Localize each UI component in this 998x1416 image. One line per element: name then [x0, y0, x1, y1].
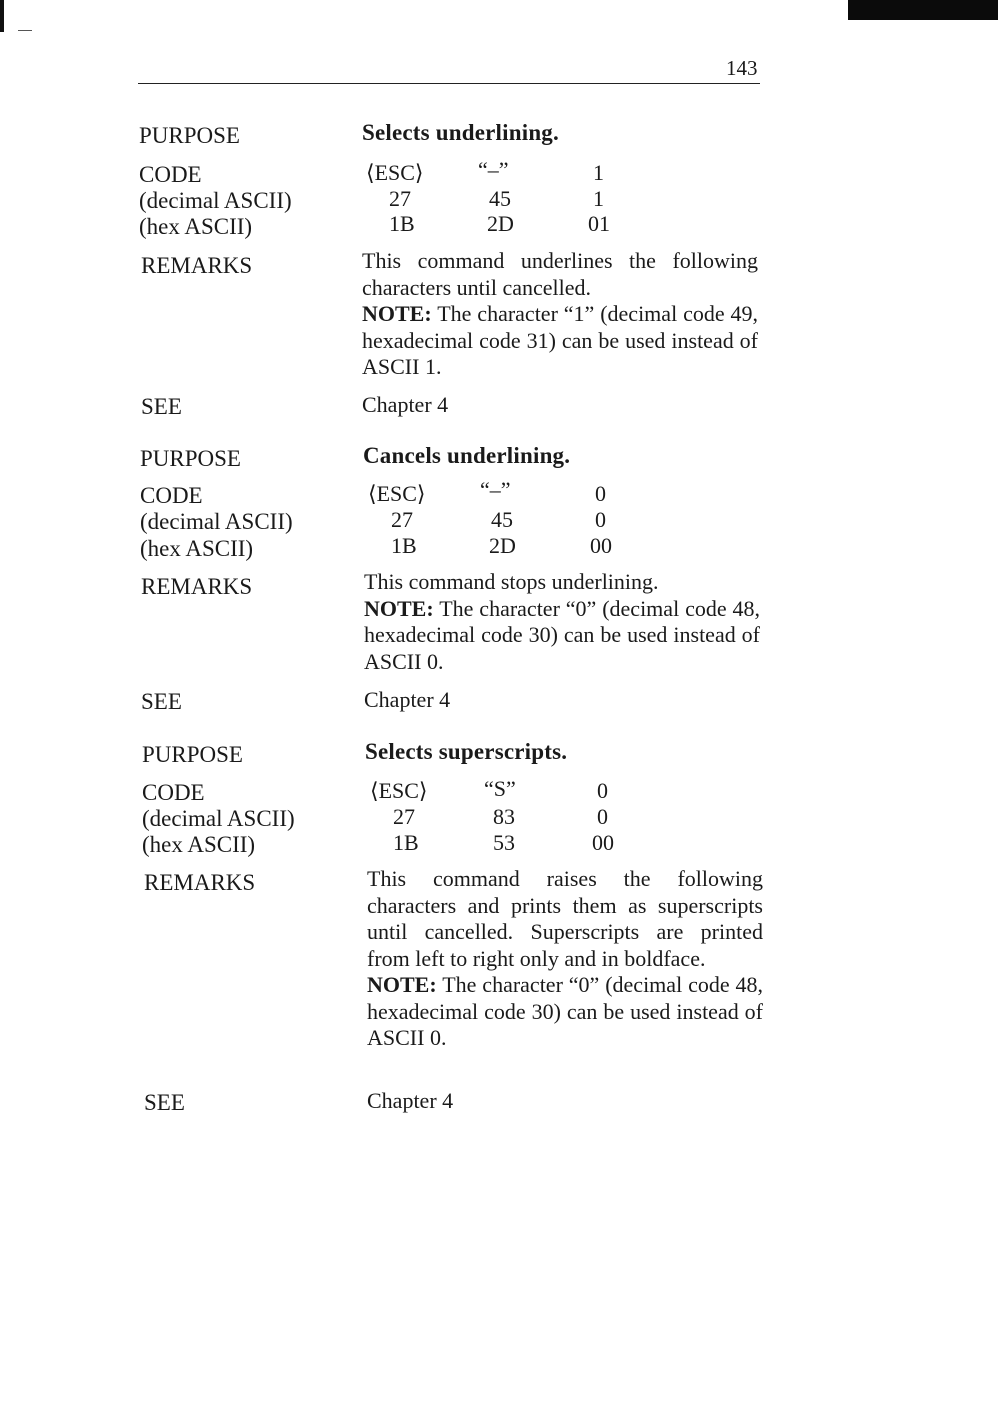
remarks-body: This command stops underlining.	[364, 569, 659, 594]
hex-esc: 1B	[391, 533, 417, 558]
note-body: The character “0” (decimal code 48, hexadecimal code 30) can be used instead of ASCII 0.	[364, 595, 761, 674]
purpose-title: Selects underlining.	[362, 120, 559, 145]
note-label: NOTE:	[367, 972, 437, 997]
hex-label: (hex ASCII)	[139, 214, 253, 239]
decimal-char: 45	[491, 507, 513, 532]
code-label: CODE	[139, 162, 202, 187]
decimal-param: 0	[595, 507, 606, 532]
code-label: CODE	[142, 780, 205, 805]
see-reference: Chapter 4	[362, 392, 449, 417]
hex-esc: 1B	[389, 211, 415, 236]
purpose-label: PURPOSE	[139, 123, 240, 148]
remarks-label: REMARKS	[141, 574, 253, 599]
note-paragraph	[364, 596, 760, 676]
remarks-label: REMARKS	[141, 253, 253, 278]
hex-char: 53	[493, 830, 515, 855]
remarks-text	[362, 248, 758, 381]
code-esc: ⟨ESC⟩	[368, 481, 426, 506]
remarks-text	[364, 569, 760, 675]
decimal-label: (decimal ASCII)	[140, 509, 293, 534]
hex-param: 00	[592, 830, 614, 855]
note-label: NOTE:	[362, 301, 432, 326]
decimal-param: 0	[597, 804, 608, 829]
hex-param: 00	[590, 533, 612, 558]
hex-label: (hex ASCII)	[142, 832, 256, 857]
purpose-label: PURPOSE	[140, 446, 241, 471]
see-label: SEE	[144, 1090, 185, 1115]
page-number: 143	[726, 56, 758, 80]
code-char: “–”	[480, 477, 511, 502]
code-esc: ⟨ESC⟩	[370, 778, 428, 803]
hex-char: 2D	[489, 533, 516, 558]
decimal-esc: 27	[389, 186, 411, 211]
note-label: NOTE:	[364, 595, 434, 621]
see-reference: Chapter 4	[367, 1088, 454, 1113]
hex-label: (hex ASCII)	[140, 536, 254, 561]
scan-edge-bar	[848, 0, 998, 20]
code-param: 0	[597, 778, 608, 803]
decimal-char: 83	[493, 804, 515, 829]
header-rule	[138, 83, 760, 84]
decimal-label: (decimal ASCII)	[142, 806, 295, 831]
see-label: SEE	[141, 394, 182, 419]
code-esc: ⟨ESC⟩	[366, 160, 424, 185]
code-param: 1	[593, 160, 604, 185]
remarks-body: This command underlines the following characters until cancelled.	[362, 248, 758, 300]
scan-dash-mark	[18, 30, 32, 31]
purpose-label: PURPOSE	[142, 742, 243, 767]
purpose-title: Selects superscripts.	[365, 739, 568, 764]
note-body: The character “1” (decimal code 49, hexadecimal code 31) can be used instead of ASCII 1.	[362, 301, 759, 379]
remarks-body: This command raises the following characters and prints them as superscripts until cancelled. Superscripts are printed from left to right only and in boldface.	[367, 866, 763, 971]
code-param: 0	[595, 481, 606, 506]
code-char: “S”	[484, 776, 516, 801]
note-paragraph	[362, 301, 758, 381]
decimal-esc: 27	[391, 507, 413, 532]
scan-edge-mark	[0, 0, 4, 32]
see-reference: Chapter 4	[364, 687, 451, 712]
decimal-esc: 27	[393, 804, 415, 829]
decimal-label: (decimal ASCII)	[139, 188, 292, 213]
hex-esc: 1B	[393, 830, 419, 855]
purpose-title: Cancels underlining.	[363, 443, 571, 468]
decimal-char: 45	[489, 186, 511, 211]
code-char: “–”	[478, 157, 509, 182]
code-label: CODE	[140, 483, 203, 508]
note-body: The character “0” (decimal code 48, hexadecimal code 30) can be used instead of ASCII 0.	[367, 972, 764, 1050]
remarks-label: REMARKS	[144, 870, 256, 895]
hex-char: 2D	[487, 211, 514, 236]
decimal-param: 1	[593, 186, 604, 211]
hex-param: 01	[588, 211, 610, 236]
see-label: SEE	[141, 689, 182, 714]
remarks-text	[367, 866, 763, 1052]
note-paragraph	[367, 972, 763, 1052]
